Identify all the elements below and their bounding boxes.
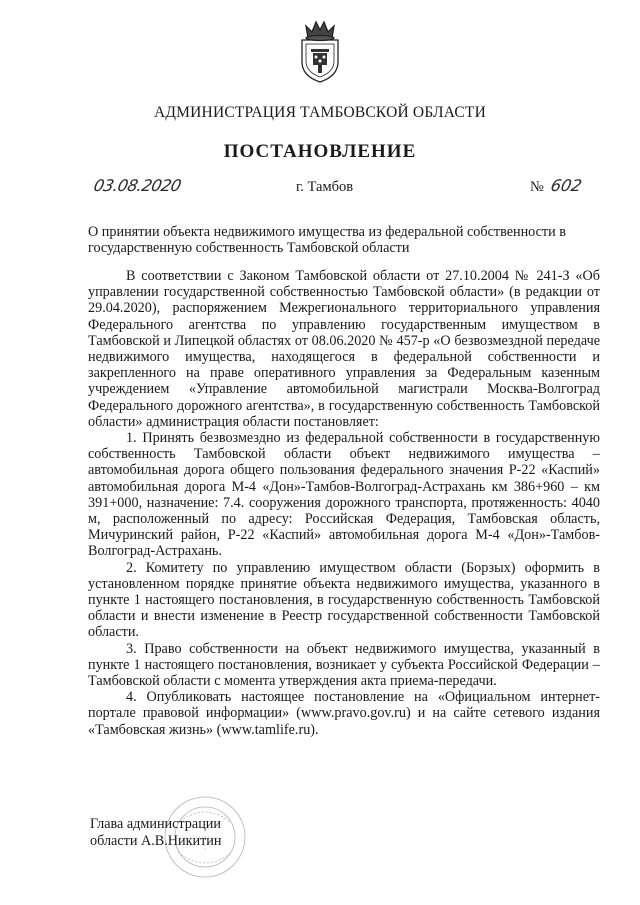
signatory-title: Глава администрации [90,816,221,832]
document-type-title: ПОСТАНОВЛЕНИЕ [223,141,417,162]
clause-3-paragraph: 3. Право собственности на объект недвижимого имущества, указанный в пункте 1 настоящего постановления, возникает у субъекта Российской Федерации – Тамбовской области с момента утверждения акта приема-передачи. [88,640,600,690]
clause-2-paragraph: 2. Комитету по управлению имуществом области (Борзых) оформить в установленном порядке принятие объекта недвижимого имущества, указанного в пункте 1 настоящего постановления, в государственную собственность Тамбовской области и внести изменение в Реестр государственной собственности Тамбовской области. [88,559,600,641]
preamble-paragraph: В соответствии с Законом Тамбовской области от 27.10.2004 № 241-З «Об управлении государственной собственностью Тамбовской области» (в редакции от 29.04.2020), распоряжением Межрегионального территориального управления Федерального агентства по управлению государственным имуществом в Тамбовской и Липецкой областях от 08.06.2020 № 457-р «О безвозмездной передаче недвижимого имущества, находящегося в федеральной собственности и закрепленного на праве оперативного управления за Федеральным казенным учреждением «Управление автомобильной магистрали Москва-Волгоград Федерального дорожного агентства», в государственную собственность Тамбовской области» администрация области постановляет: [88,268,600,430]
tambov-coat-of-arms-icon [296,18,344,84]
document-date: 03.08.2020 [91,176,183,195]
signatory-line [90,833,222,850]
document-subject: О принятии объекта недвижимого имущества из федеральной собственности в государственную собственность Тамбовской области [88,224,566,256]
signatory-name: А.В.Никитин [140,833,222,849]
signatory-title-cont: области [90,833,138,849]
clause-4-paragraph: 4. Опубликовать настоящее постановление на «Официальном интернет-портале правовой информации» (www.pravo.gov.ru) и на сайте сетевого издания «Тамбовская жизнь» (www.tamlife.ru). [88,689,600,738]
document-body [88,268,600,738]
clause-1-paragraph: 1. Принять безвозмездно из федеральной собственности в государственную собственность Тамбовской области объект недвижимого имущества – автомобильная дорога общего пользования федерального значения Р-22 «Каспий» автомобильная дорога М-4 «Дон»-Тамбов-Волгоград-Астрахань км 386+960 – км 391+000, назначение: 7.4. сооружения дорожного транспорта, протяженность: 4040 м, расположенный по адресу: Российская Федерация, Тамбовская область, Мичуринский район, Р-22 «Каспий» автомобильная дорога М-4 «Дон»-Тамбов-Волгоград-Астрахань. [88,430,600,560]
document-number: 602 [548,176,584,195]
document-number-label: № [530,179,544,195]
document-city: г. Тамбов [296,179,354,195]
organization-name: АДМИНИСТРАЦИЯ ТАМБОВСКОЙ ОБЛАСТИ [154,104,486,121]
signature-block [90,816,222,850]
